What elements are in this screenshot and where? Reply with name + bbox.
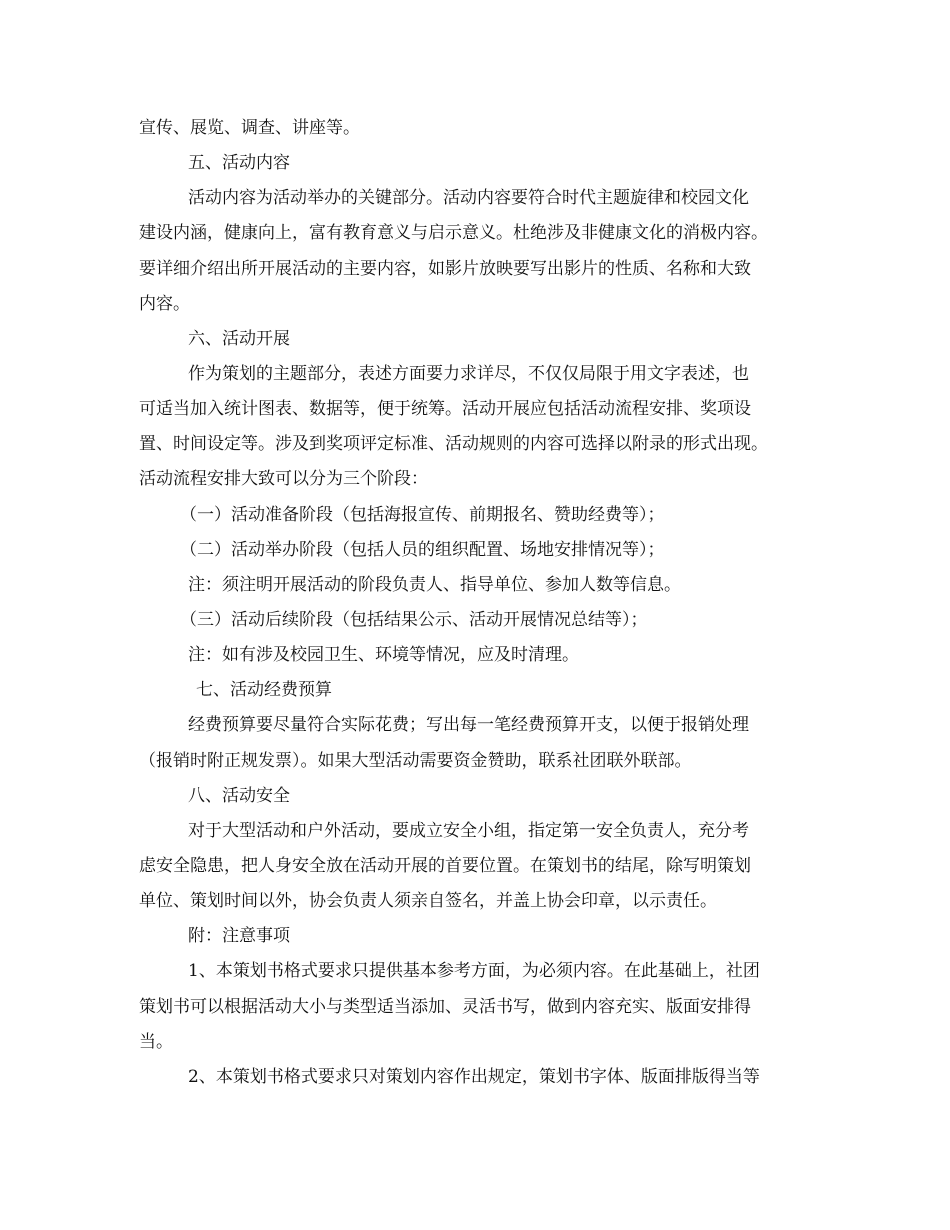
- section-heading-content: 五、活动内容: [188, 153, 290, 173]
- text-line: 经费预算要尽量符合实际花费；写出每一笔经费预算开支，以便于报销处理: [188, 715, 749, 735]
- note-line: 注：须注明开展活动的阶段负责人、指导单位、参加人数等信息。: [188, 575, 681, 595]
- list-item-stage-2: （二）活动举办阶段（包括人员的组织配置、场地安排情况等）；: [180, 540, 665, 560]
- section-heading-notes: 附：注意事项: [188, 926, 290, 946]
- text-line: 当。: [139, 1032, 173, 1052]
- text-line: 1、本策划书格式要求只提供基本参考方面，为必须内容。在此基础上，社团: [188, 961, 760, 981]
- text-line: 活动流程安排大致可以分为三个阶段：: [139, 469, 428, 489]
- text-line: 宣传、展览、调查、讲座等。: [139, 118, 360, 138]
- text-line: 虑安全隐患，把人身安全放在活动开展的首要位置。在策划书的结尾，除写明策划: [139, 856, 751, 876]
- text-line: 策划书可以根据活动大小与类型适当添加、灵活书写，做到内容充实、版面安排得: [139, 997, 751, 1017]
- text-line: 作为策划的主题部分，表述方面要力求详尽，不仅仅局限于用文字表述，也: [188, 364, 749, 384]
- section-heading-development: 六、活动开展: [188, 329, 290, 349]
- text-line: 对于大型活动和户外活动，要成立安全小组，指定第一安全负责人，充分考: [188, 821, 749, 841]
- text-line: （报销时附正规发票）。如果大型活动需要资金赞助，联系社团联外联部。: [139, 751, 692, 771]
- text-line: 置、时间设定等。涉及到奖项评定标准、活动规则的内容可选择以附录的形式出现。: [139, 434, 768, 454]
- text-line: 内容。: [139, 294, 190, 314]
- text-line: 2、本策划书格式要求只对策划内容作出规定，策划书字体、版面排版得当等: [188, 1067, 760, 1087]
- note-line: 注：如有涉及校园卫生、环境等情况，应及时清理。: [188, 645, 579, 665]
- section-heading-safety: 八、活动安全: [188, 786, 290, 806]
- text-line: 活动内容为活动举办的关键部分。活动内容要符合时代主题旋律和校园文化: [188, 188, 749, 208]
- section-heading-budget: 七、活动经费预算: [196, 680, 332, 700]
- text-line: 可适当加入统计图表、数据等，便于统筹。活动开展应包括活动流程安排、奖项设: [139, 399, 751, 419]
- list-item-stage-1: （一）活动准备阶段（包括海报宣传、前期报名、赞助经费等）；: [180, 505, 665, 525]
- text-line: 建设内涵，健康向上，富有教育意义与启示意义。杜绝涉及非健康文化的消极内容。: [139, 223, 768, 243]
- list-item-stage-3: （三）活动后续阶段（包括结果公示、活动开展情况总结等）；: [180, 610, 648, 630]
- text-line: 单位、策划时间以外，协会负责人须亲自签名，并盖上协会印章，以示责任。: [139, 891, 717, 911]
- text-line: 要详细介绍出所开展活动的主要内容，如影片放映要写出影片的性质、名称和大致: [139, 259, 751, 279]
